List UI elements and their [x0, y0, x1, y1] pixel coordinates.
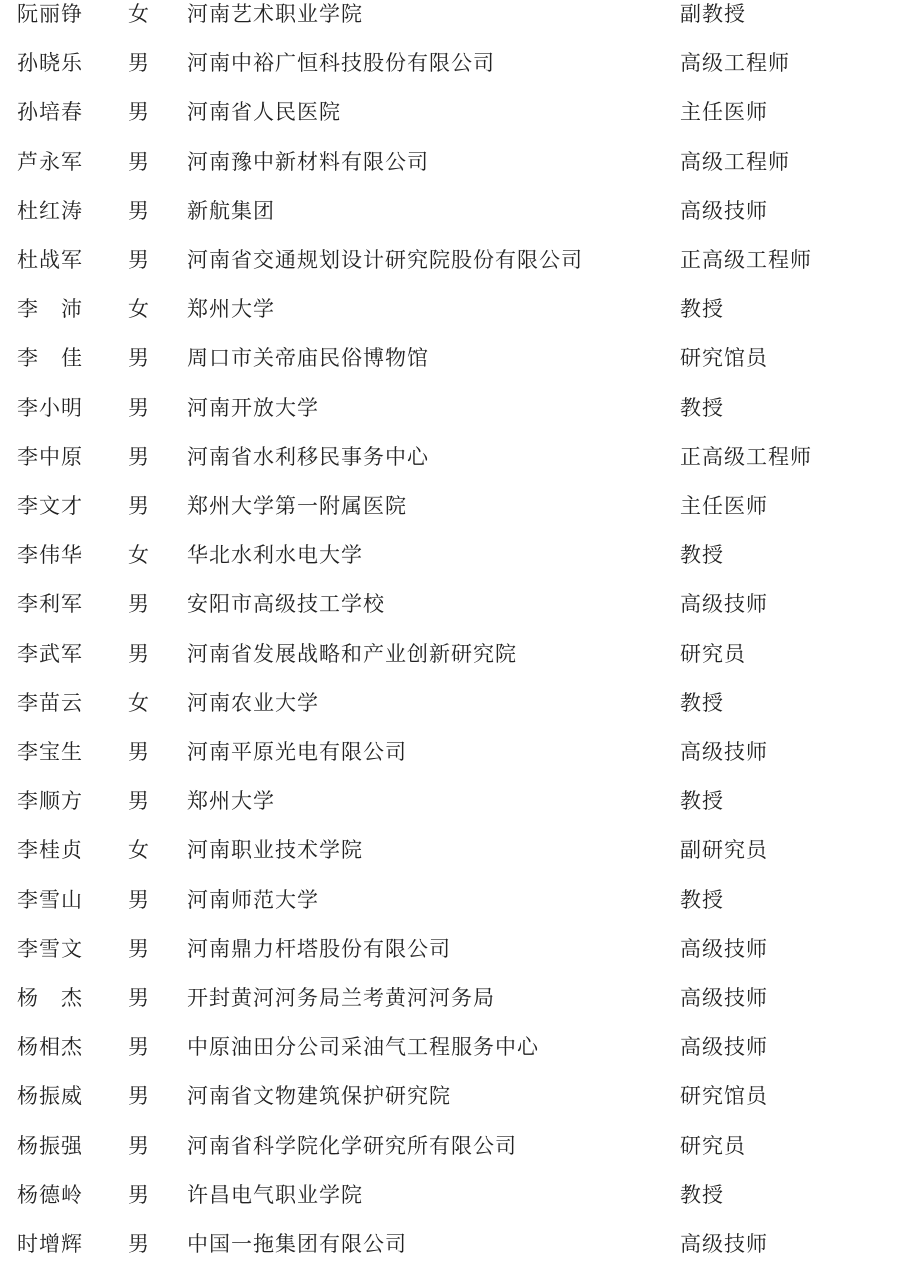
list-item	[0, 1220, 900, 1269]
person-organization: 河南平原光电有限公司	[187, 740, 407, 764]
person-gender: 男	[128, 592, 149, 617]
list-item	[0, 285, 900, 334]
person-organization: 河南省文物建筑保护研究院	[187, 1084, 451, 1109]
person-name: 李宝生	[17, 740, 83, 764]
person-name: 杨振威	[17, 1084, 83, 1109]
person-title: 高级技师	[680, 1035, 768, 1060]
person-organization: 新航集团	[187, 198, 275, 223]
person-gender: 男	[128, 641, 149, 666]
person-name: 李雪文	[17, 936, 83, 961]
list-item	[0, 630, 900, 679]
person-organization: 郑州大学第一附属医院	[187, 494, 407, 518]
person-organization: 郑州大学	[187, 789, 275, 814]
person-title: 研究员	[680, 641, 746, 666]
person-title: 正高级工程师	[680, 248, 812, 272]
person-gender: 女	[128, 297, 149, 322]
person-name: 杨相杰	[17, 1035, 83, 1060]
person-name: 孙培春	[17, 100, 83, 125]
person-title: 研究员	[680, 1133, 746, 1158]
list-item	[0, 187, 900, 236]
person-title: 高级技师	[680, 936, 768, 961]
person-name: 李武军	[17, 641, 83, 666]
person-title: 高级技师	[680, 1232, 768, 1256]
person-title: 教授	[680, 395, 724, 420]
person-gender: 男	[128, 494, 149, 518]
person-name: 李 佳	[17, 346, 83, 371]
list-item	[0, 1171, 900, 1220]
person-organization: 中原油田分公司采油气工程服务中心	[187, 1035, 539, 1060]
person-organization: 河南省人民医院	[187, 100, 341, 125]
person-title: 教授	[680, 1182, 724, 1207]
person-name: 李中原	[17, 444, 83, 469]
person-organization: 许昌电气职业学院	[187, 1182, 363, 1207]
person-gender: 男	[128, 1182, 149, 1207]
person-title: 高级工程师	[680, 51, 790, 76]
person-gender: 男	[128, 444, 149, 469]
person-organization: 周口市关帝庙民俗博物馆	[187, 346, 429, 371]
person-organization: 河南开放大学	[187, 395, 319, 420]
person-title: 主任医师	[680, 494, 768, 518]
person-organization: 河南省交通规划设计研究院股份有限公司	[187, 248, 583, 272]
person-gender: 男	[128, 1232, 149, 1256]
person-name: 孙晓乐	[17, 51, 83, 76]
person-name: 芦永军	[17, 149, 83, 174]
person-name: 李文才	[17, 494, 83, 518]
list-item	[0, 1072, 900, 1121]
list-item	[0, 679, 900, 728]
person-gender: 男	[128, 149, 149, 174]
person-gender: 男	[128, 346, 149, 371]
list-item	[0, 482, 900, 531]
person-gender: 男	[128, 395, 149, 420]
person-name: 李顺方	[17, 789, 83, 814]
list-item	[0, 0, 900, 39]
person-organization: 河南省水利移民事务中心	[187, 444, 429, 469]
person-name: 李桂贞	[17, 838, 83, 863]
person-gender: 女	[128, 838, 149, 863]
person-organization: 河南豫中新材料有限公司	[187, 149, 429, 174]
list-item	[0, 384, 900, 433]
person-gender: 男	[128, 789, 149, 814]
person-organization: 华北水利水电大学	[187, 543, 363, 568]
list-item	[0, 433, 900, 482]
list-item	[0, 580, 900, 629]
list-item	[0, 1122, 900, 1171]
person-title: 教授	[680, 543, 724, 568]
list-item	[0, 334, 900, 383]
person-name: 李雪山	[17, 887, 83, 912]
person-organization: 郑州大学	[187, 297, 275, 322]
person-organization: 河南农业大学	[187, 690, 319, 715]
person-gender: 男	[128, 51, 149, 76]
list-item	[0, 1023, 900, 1072]
person-gender: 男	[128, 740, 149, 764]
person-name: 李小明	[17, 395, 83, 420]
person-title: 高级技师	[680, 986, 768, 1010]
person-name: 李伟华	[17, 543, 83, 568]
person-organization: 河南鼎力杆塔股份有限公司	[187, 936, 451, 961]
person-gender: 男	[128, 198, 149, 223]
person-gender: 女	[128, 690, 149, 715]
person-organization: 安阳市高级技工学校	[187, 592, 385, 617]
person-title: 高级技师	[680, 740, 768, 764]
person-title: 教授	[680, 297, 724, 322]
list-item	[0, 531, 900, 580]
person-name: 李苗云	[17, 690, 83, 715]
person-name: 杜红涛	[17, 198, 83, 223]
person-organization: 河南艺术职业学院	[187, 2, 363, 26]
person-organization: 开封黄河河务局兰考黄河河务局	[187, 986, 495, 1010]
person-name: 阮丽铮	[17, 2, 83, 26]
person-organization: 河南中裕广恒科技股份有限公司	[187, 51, 495, 76]
person-gender: 男	[128, 986, 149, 1010]
person-title: 研究馆员	[680, 346, 768, 371]
person-title: 副教授	[680, 2, 746, 26]
person-organization: 河南省科学院化学研究所有限公司	[187, 1133, 517, 1158]
list-item	[0, 826, 900, 875]
list-item	[0, 39, 900, 88]
list-item	[0, 777, 900, 826]
list-item	[0, 138, 900, 187]
list-item	[0, 88, 900, 137]
person-name: 李 沛	[17, 297, 83, 322]
list-item	[0, 974, 900, 1023]
person-title: 副研究员	[680, 838, 768, 863]
person-name: 杨德岭	[17, 1182, 83, 1207]
person-title: 教授	[680, 789, 724, 814]
list-item	[0, 728, 900, 777]
person-name: 李利军	[17, 592, 83, 617]
person-gender: 男	[128, 887, 149, 912]
person-title: 教授	[680, 690, 724, 715]
person-name: 时增辉	[17, 1232, 83, 1256]
person-organization: 河南省发展战略和产业创新研究院	[187, 641, 517, 666]
person-gender: 女	[128, 543, 149, 568]
person-gender: 男	[128, 1133, 149, 1158]
person-gender: 男	[128, 248, 149, 272]
person-organization: 河南职业技术学院	[187, 838, 363, 863]
person-title: 主任医师	[680, 100, 768, 125]
person-title: 研究馆员	[680, 1084, 768, 1109]
person-title: 高级工程师	[680, 149, 790, 174]
list-item	[0, 236, 900, 285]
person-gender: 男	[128, 100, 149, 125]
person-gender: 男	[128, 936, 149, 961]
person-gender: 男	[128, 1035, 149, 1060]
person-name: 杨 杰	[17, 986, 83, 1010]
person-gender: 男	[128, 1084, 149, 1109]
person-title: 正高级工程师	[680, 444, 812, 469]
person-title: 高级技师	[680, 592, 768, 617]
person-organization: 河南师范大学	[187, 887, 319, 912]
person-name: 杨振强	[17, 1133, 83, 1158]
list-item	[0, 925, 900, 974]
person-name: 杜战军	[17, 248, 83, 272]
person-title: 教授	[680, 887, 724, 912]
person-gender: 女	[128, 2, 149, 26]
person-title: 高级技师	[680, 198, 768, 223]
person-organization: 中国一拖集团有限公司	[187, 1232, 407, 1256]
list-item	[0, 876, 900, 925]
